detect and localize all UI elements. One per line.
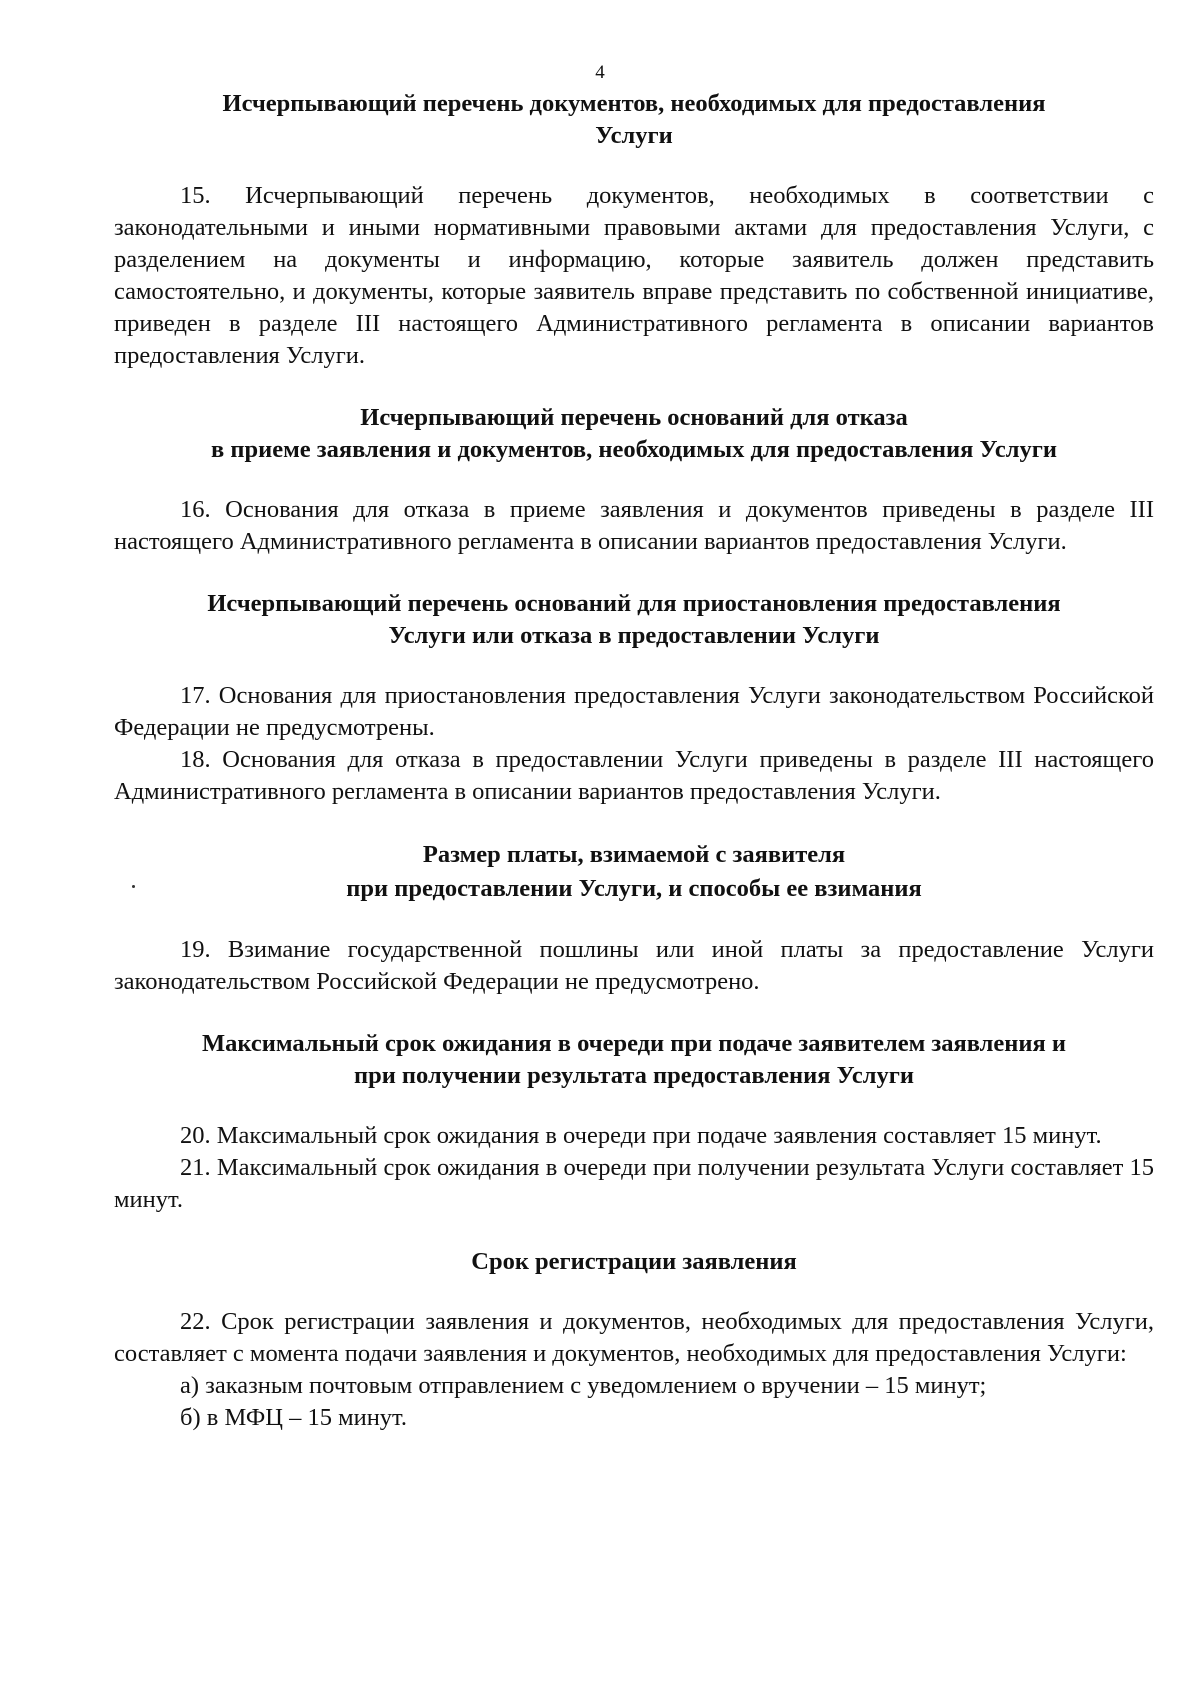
document-content	[114, 88, 1154, 1434]
scan-speck	[132, 885, 135, 888]
section-heading	[114, 88, 1154, 152]
section-heading	[114, 1028, 1154, 1092]
heading-line: Срок регистрации заявления	[471, 1248, 797, 1275]
heading-line: Услуги	[595, 122, 673, 149]
paragraph-18: 18. Основания для отказа в предоставлении Услуги приведены в разделе III настоящего Административного регламента в описании вариантов предоставления Услуги.	[114, 746, 1154, 805]
page-number: 4	[595, 62, 605, 83]
heading-line: Максимальный срок ожидания в очереди при подаче заявителем заявления и	[201, 1030, 1067, 1057]
paragraph-17: 17. Основания для приостановления предоставления Услуги законодательством Российской Федерации не предусмотрены.	[114, 682, 1154, 741]
section-fees	[114, 838, 1154, 998]
section-suspension-grounds	[114, 588, 1154, 808]
section-heading	[114, 588, 1154, 652]
heading-line: Исчерпывающий перечень оснований для приостановления предоставления	[207, 590, 1061, 617]
section-heading	[114, 838, 1154, 906]
heading-line: Услуги или отказа в предоставлении Услуги	[388, 622, 880, 649]
heading-line: в приеме заявления и документов, необходимых для предоставления Услуги	[211, 436, 1057, 463]
section-heading	[114, 402, 1154, 466]
section-required-documents	[114, 88, 1154, 372]
section-refusal-grounds-acceptance	[114, 402, 1154, 558]
heading-line: при получении результата предоставления Услуги	[353, 1062, 915, 1089]
list-item: а) заказным почтовым отправлением с уведомлением о вручении – 15 минут;	[180, 1372, 987, 1399]
heading-line: Исчерпывающий перечень документов, необходимых для предоставления	[222, 90, 1046, 117]
paragraph-20: 20. Максимальный срок ожидания в очереди при подаче заявления составляет 15 минут.	[180, 1122, 1102, 1149]
heading-line: при предоставлении Услуги, и способы ее взимания	[346, 875, 922, 902]
paragraph-21: 21. Максимальный срок ожидания в очереди при получении результата Услуги составляет 15 минут.	[114, 1154, 1154, 1213]
section-waiting-time	[114, 1028, 1154, 1216]
heading-line: Исчерпывающий перечень оснований для отказа	[360, 404, 908, 431]
paragraph-16: 16. Основания для отказа в приеме заявления и документов приведены в разделе III настоящего Административного регламента в описании вариантов предоставления Услуги.	[114, 496, 1154, 555]
list-item: б) в МФЦ – 15 минут.	[180, 1404, 408, 1431]
section-heading	[114, 1246, 1154, 1278]
paragraph-19: 19. Взимание государственной пошлины или иной платы за предоставление Услуги законодательством Российской Федерации не предусмотрено.	[114, 936, 1154, 995]
section-registration-time	[114, 1246, 1154, 1434]
heading-line: Размер платы, взимаемой с заявителя	[422, 841, 846, 868]
paragraph-22: 22. Срок регистрации заявления и документов, необходимых для предоставления Услуги, составляет с момента подачи заявления и документов, необходимых для предоставления Услуги:	[114, 1308, 1154, 1367]
paragraph-15: 15. Исчерпывающий перечень документов, необходимых в соответствии с законодательными и иными нормативными правовыми актами для предоставления Услуги, с разделением на документы и информацию, которые заявитель должен представить самостоятельно, и документы, которые заявитель вправе представить по собственной инициативе, приведен в разделе III настоящего Административного регламента в описании вариантов предоставления Услуги.	[114, 182, 1154, 369]
